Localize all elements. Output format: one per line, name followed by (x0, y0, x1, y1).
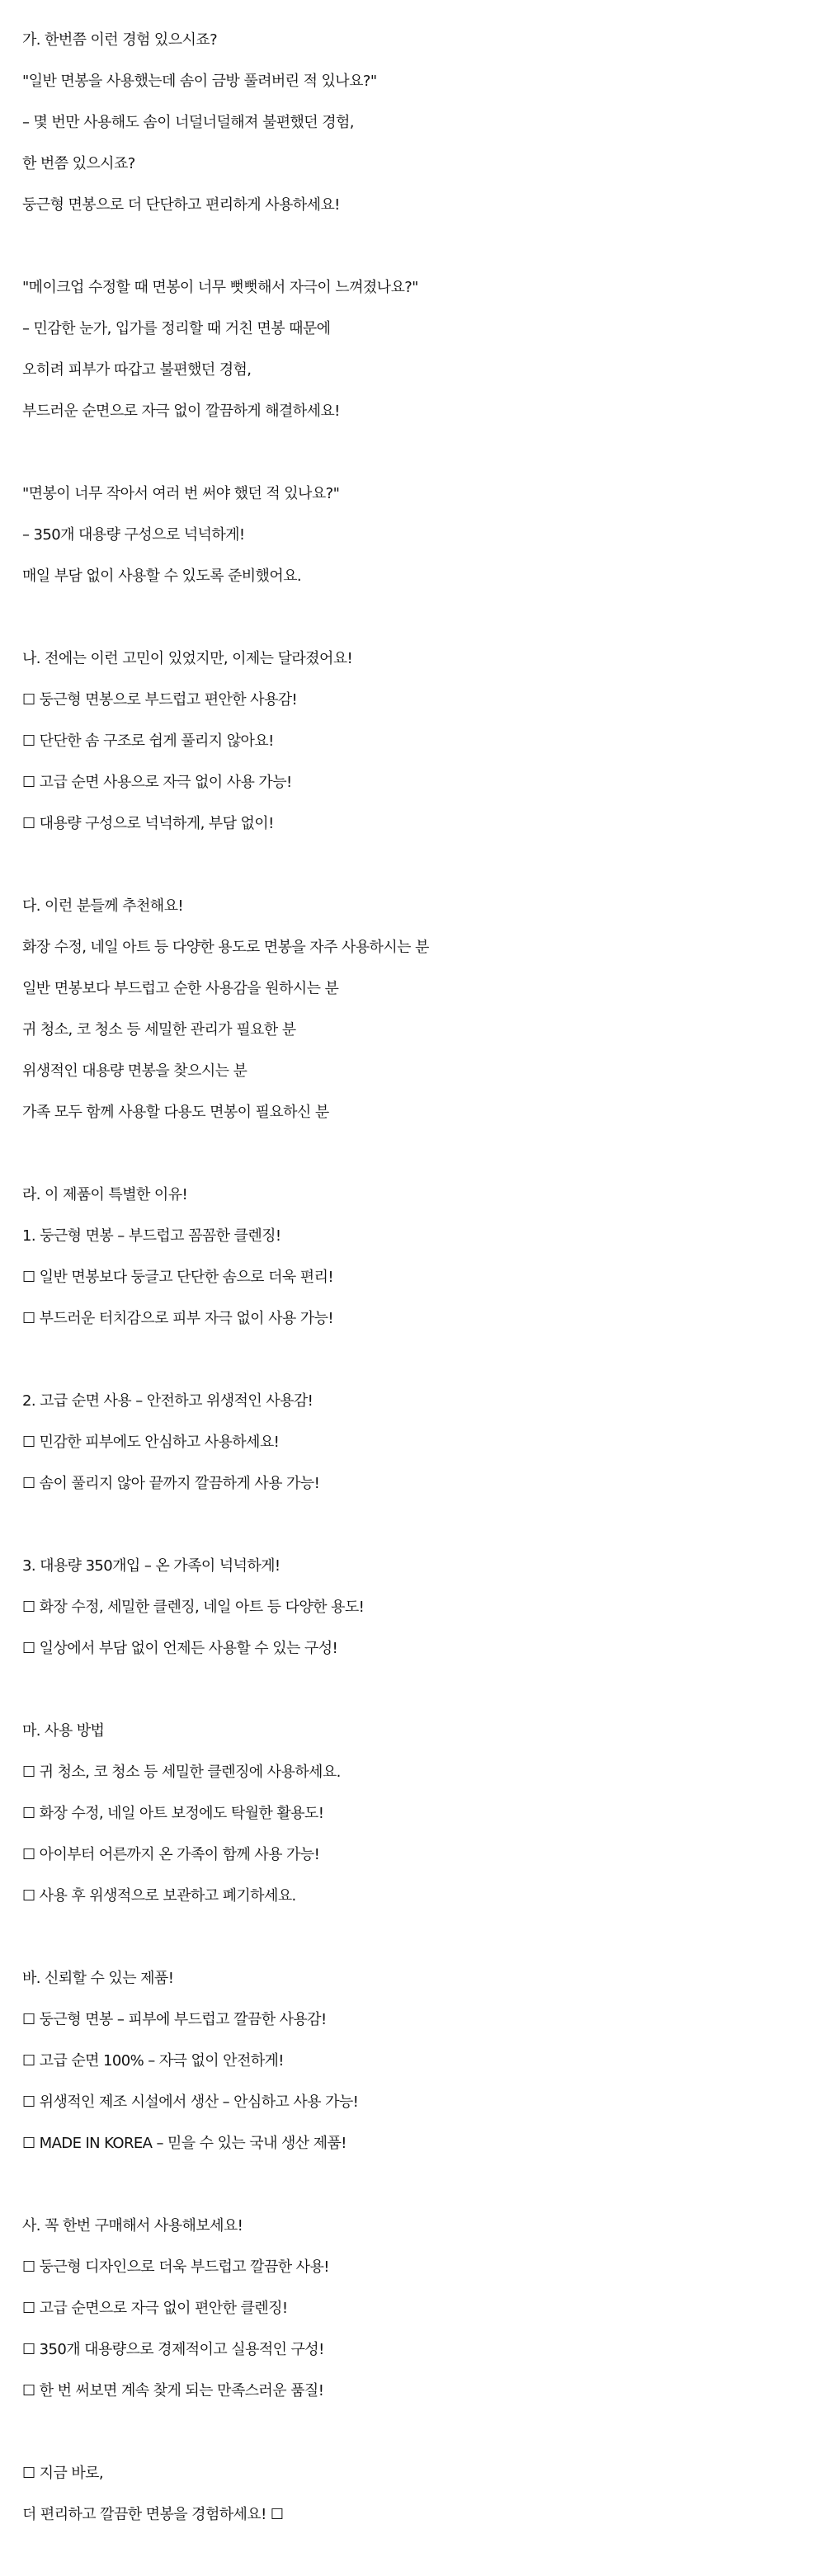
text-line: 귀 청소, 코 청소 등 세밀한 관리가 필요한 분 (22, 1021, 296, 1038)
blank-line (22, 1505, 806, 1546)
blank-line (22, 1133, 806, 1175)
text-line: 마. 사용 방법 (22, 1722, 105, 1740)
text-line: ☐ 귀 청소, 코 청소 등 세밀한 클렌징에 사용하세요. (22, 1764, 341, 1781)
text-line: ☐ 350개 대용량으로 경제적이고 실용적인 구성! (22, 2341, 324, 2358)
text-line: "메이크업 수정할 때 면봉이 너무 뻣뻣해서 자극이 느껴졌나요?" (22, 279, 418, 296)
text-line: 나. 전에는 이런 고민이 있었지만, 이제는 달라졌어요! (22, 650, 353, 667)
text-line: 매일 부담 없이 사용할 수 있도록 준비했어요. (22, 567, 302, 585)
text-line: – 350개 대용량 구성으로 넉넉하게! (22, 526, 245, 544)
text-line: "면봉이 너무 작아서 여러 번 써야 했던 적 있나요?" (22, 485, 340, 502)
blank-line (22, 432, 806, 473)
text-line: 가. 한번쯤 이런 경험 있으시죠? (22, 31, 218, 49)
blank-line (22, 845, 806, 886)
text-line: 2. 고급 순면 사용 – 안전하고 위생적인 사용감! (22, 1392, 314, 1410)
blank-line (22, 597, 806, 638)
blank-line (22, 2164, 806, 2206)
text-line: 3. 대용량 350개입 – 온 가족이 넉넉하게! (22, 1557, 280, 1575)
text-line: 1. 둥근형 면봉 – 부드럽고 꼼꼼한 클렌징! (22, 1227, 281, 1245)
text-line: ☐ 일상에서 부담 없이 언제든 사용할 수 있는 구성! (22, 1640, 338, 1657)
text-line: 화장 수정, 네일 아트 등 다양한 용도로 면봉을 자주 사용하시는 분 (22, 939, 429, 956)
text-line: ☐ 대용량 구성으로 넉넉하게, 부담 없이! (22, 815, 274, 832)
text-line: ☐ 솜이 풀리지 않아 끝까지 깔끔하게 사용 가능! (22, 1475, 320, 1492)
text-line: ☐ 화장 수정, 네일 아트 보정에도 탁월한 활용도! (22, 1805, 324, 1822)
blank-line (22, 1669, 806, 1711)
text-line: ☐ 한 번 써보면 계속 찾게 되는 만족스러운 품질! (22, 2382, 324, 2399)
text-line: ☐ 민감한 피부에도 안심하고 사용하세요! (22, 1434, 280, 1451)
text-line: 위생적인 대용량 면봉을 찾으시는 분 (22, 1062, 248, 1080)
text-line: 바. 신뢰할 수 있는 제품! (22, 1970, 174, 1987)
text-line: – 민감한 눈가, 입가를 정리할 때 거친 면봉 때문에 (22, 320, 331, 337)
text-line: ☐ 단단한 솜 구조로 쉽게 풀리지 않아요! (22, 732, 274, 750)
text-line: ☐ 고급 순면 사용으로 자극 없이 사용 가능! (22, 774, 292, 791)
text-line: ☐ 화장 수정, 세밀한 클렌징, 네일 아트 등 다양한 용도! (22, 1599, 365, 1616)
blank-line (22, 1917, 806, 1958)
text-line: ☐ 지금 바로, (22, 2465, 104, 2482)
blank-line (22, 2412, 806, 2453)
text-line: ☐ 둥근형 디자인으로 더욱 부드럽고 깔끔한 사용! (22, 2258, 329, 2276)
text-line: 부드러운 순면으로 자극 없이 깔끔하게 해결하세요! (22, 403, 340, 420)
text-line: 일반 면봉보다 부드럽고 순한 사용감을 원하시는 분 (22, 980, 339, 997)
document-body (22, 20, 806, 2536)
text-line: ☐ 아이부터 어른까지 온 가족이 함께 사용 가능! (22, 1846, 320, 1863)
text-line: 둥근형 면봉으로 더 단단하고 편리하게 사용하세요! (22, 196, 340, 214)
text-line: 더 편리하고 깔끔한 면봉을 경험하세요! ☐ (22, 2506, 284, 2523)
text-line: ☐ 둥근형 면봉으로 부드럽고 편안한 사용감! (22, 691, 298, 709)
text-line: – 몇 번만 사용해도 솜이 너덜너덜해져 불편했던 경험, (22, 114, 354, 131)
text-line: "일반 면봉을 사용했는데 솜이 금방 풀려버린 적 있나요?" (22, 73, 377, 90)
text-line: 한 번쯤 있으시죠? (22, 155, 135, 172)
text-line: 다. 이런 분들께 추천해요! (22, 897, 183, 915)
text-line: ☐ 위생적인 제조 시설에서 생산 – 안심하고 사용 가능! (22, 2093, 359, 2111)
text-line: ☐ 고급 순면으로 자극 없이 편안한 클렌징! (22, 2300, 288, 2317)
blank-line (22, 226, 806, 267)
text-line: ☐ 일반 면봉보다 둥글고 단단한 솜으로 더욱 편리! (22, 1269, 333, 1286)
text-line: 오히려 피부가 따갑고 불편했던 경험, (22, 361, 252, 379)
blank-line (22, 1340, 806, 1381)
text-line: ☐ 부드러운 터치감으로 피부 자극 없이 사용 가능! (22, 1310, 333, 1327)
text-line: 가족 모두 함께 사용할 다용도 면봉이 필요하신 분 (22, 1104, 329, 1121)
text-line: ☐ 둥근형 면봉 – 피부에 부드럽고 깔끔한 사용감! (22, 2011, 327, 2028)
text-line: ☐ 사용 후 위생적으로 보관하고 폐기하세요. (22, 1887, 296, 1905)
text-line: 사. 꼭 한번 구매해서 사용해보세요! (22, 2217, 243, 2235)
text-line: ☐ MADE IN KOREA – 믿을 수 있는 국내 생산 제품! (22, 2135, 346, 2152)
text-line: ☐ 고급 순면 100% – 자극 없이 안전하게! (22, 2052, 284, 2070)
text-line: 라. 이 제품이 특별한 이유! (22, 1186, 188, 1203)
